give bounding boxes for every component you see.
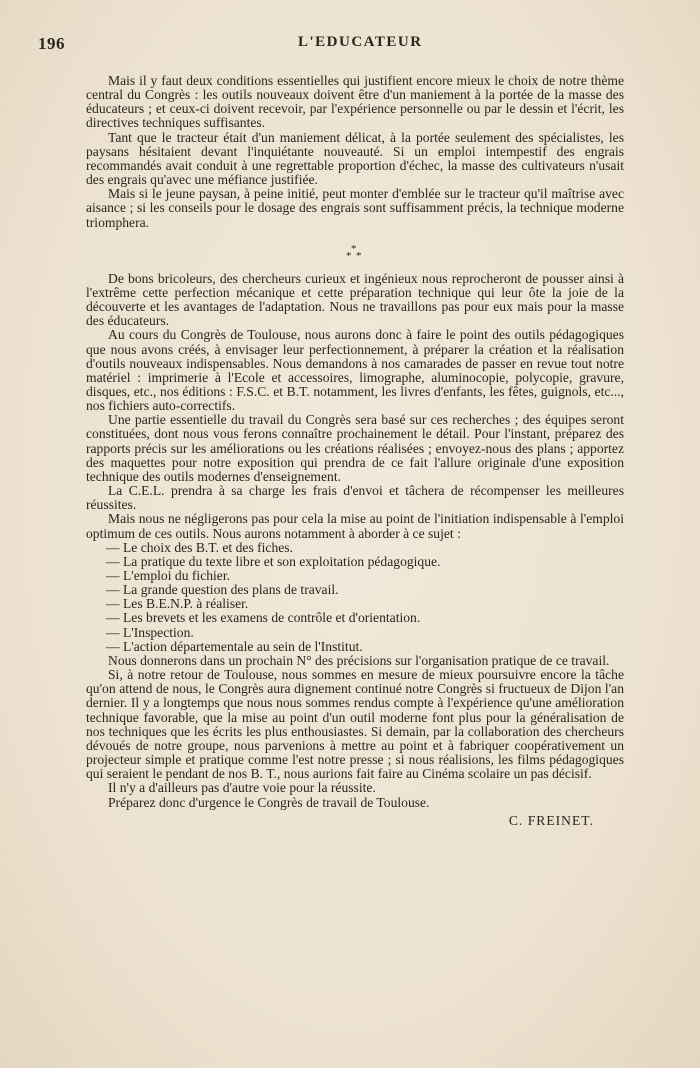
paragraph: Préparez donc d'urgence le Congrès de travail de Toulouse.: [108, 794, 430, 810]
section-1: [86, 74, 624, 230]
paragraph: La C.E.L. prendra à sa charge les frais d'envoi et tâchera de récompenser les meilleures réussites.: [86, 483, 624, 513]
page-header: [38, 34, 660, 58]
paragraph: Nous donnerons dans un prochain N° des précisions sur l'organisation pratique de ce travail.: [108, 652, 610, 668]
article-body: [86, 74, 624, 828]
asterism-star: *: [351, 242, 357, 255]
paragraph: Mais si le jeune paysan, à peine initié, peut monter d'emblée sur le tracteur qu'il maîtrise avec aisance ; si les conseils pour le dosage des engrais sont suffisamment précis, la technique moderne triomphera.: [86, 186, 624, 230]
asterism-star: *: [346, 249, 352, 262]
list-item: — La pratique du texte libre et son exploitation pédagogique.: [106, 553, 441, 569]
running-title: L'EDUCATEUR: [298, 34, 423, 50]
paragraph: Une partie essentielle du travail du Congrès sera basé sur ces recherches ; des équipes seront constituées, dont nous vous ferons connaître prochainement le détail. Pour l'instant, préparez des rapports précis sur les améliorations ou les créations réalisées ; envoyez-nous des plans ; apportez des maquettes pour notre exposition qui prendra de ce fait l'allure originale d'une exposition technique des outils modernes d'enseignement.: [86, 412, 624, 484]
author-signature: C. FREINET.: [508, 812, 594, 828]
paragraph: Mais nous ne négligerons pas pour cela la mise au point de l'initiation indispensable à l'emploi optimum de ces outils. Nous aurons notamment à aborder à ce sujet :: [86, 511, 624, 541]
list-item: — Les B.E.N.P. à réaliser.: [106, 596, 249, 612]
list-item: — L'emploi du fichier.: [106, 568, 231, 583]
paragraph: Si, à notre retour de Toulouse, nous sommes en mesure de mieux poursuivre encore la tâche qu'on attend de nous, le Congrès aura dignement continué notre Congrès si fructueux de Dijon l'an dernier. Il y a longtemps que nous nous sommes rendus compte à l'expérience qu'une amélioration technique favorable, que la mise au point d'un outil moderne font plus pour la généralisation de nos techniques que les écrits les plus enthousiastes. Si demain, par la collaboration des chercheurs dévoués de notre groupe, nous parvenions à mettre au point et à fabriquer coopérativement un projecteur simple et pratique comme l'est notre presse ; si nous réalisions, les films pédagogiques qui seraient le pendant de nos B. T., nous aurions fait faire au Cinéma scolaire un pas décisif.: [86, 667, 624, 782]
list-item: — Les brevets et les examens de contrôle et d'orientation.: [106, 610, 421, 626]
list-item: — L'Inspection.: [106, 624, 194, 640]
page-number: 196: [38, 34, 65, 53]
asterism-star: *: [356, 249, 362, 262]
section-separator-asterism: [86, 230, 624, 272]
paragraph: Mais il y faut deux conditions essentielles qui justifient encore mieux le choix de notre thème central du Congrès : les outils nouveaux doivent être d'un maniement à la portée de la masse des éducateurs ; et ceux-ci doivent recevoir, par l'expérience personnelle ou par le dessin et l'écrit, les directives techniques suffisantes.: [86, 73, 624, 131]
list-item: — L'action départementale au sein de l'Institut.: [106, 638, 363, 654]
topics-list: [86, 541, 624, 654]
list-item: — Le choix des B.T. et des fiches.: [106, 539, 293, 555]
section-2: [86, 272, 624, 828]
paragraph: Il n'y a d'ailleurs pas d'autre voie pour la réussite.: [108, 780, 376, 796]
paragraph: De bons bricoleurs, des chercheurs curieux et ingénieux nous reprocheront de pousser ainsi à l'extrême cette perfection mécanique et cette préparation technique qui leur ôte la joie de la découverte et les avantages de l'adaptation. Nous ne travaillons pas pour eux mais pour la masse des éducateurs.: [86, 270, 624, 329]
paragraph: Tant que le tracteur était d'un maniement délicat, à la portée seulement des spécialistes, les paysans hésitaient devant l'inquiétante nouveauté. Si un emploi intempestif des engrais recommandés avait conduit à une regrettable proportion d'échec, la masse des cultivateurs n'usait des engrais qu'avec une méfiance justifiée.: [86, 129, 624, 188]
list-item: — La grande question des plans de travail.: [106, 582, 339, 598]
paragraph: Au cours du Congrès de Toulouse, nous aurons donc à faire le point des outils pédagogiques que nous avons créés, à envisager leur perfectionnement, à préparer la création et la réalisation d'outils nouveaux indispensables. Nous demandons à nos camarades de passer en revue tout notre matériel : imprimerie à l'Ecole et accessoires, limographe, aluminocopie, polycopie, gravure, disques, etc., nos éditions : F.S.C. et B.T. notamment, les livres d'enfants, les fêtes, guignols, etc..., nos fichiers auto-correctifs.: [86, 327, 624, 414]
